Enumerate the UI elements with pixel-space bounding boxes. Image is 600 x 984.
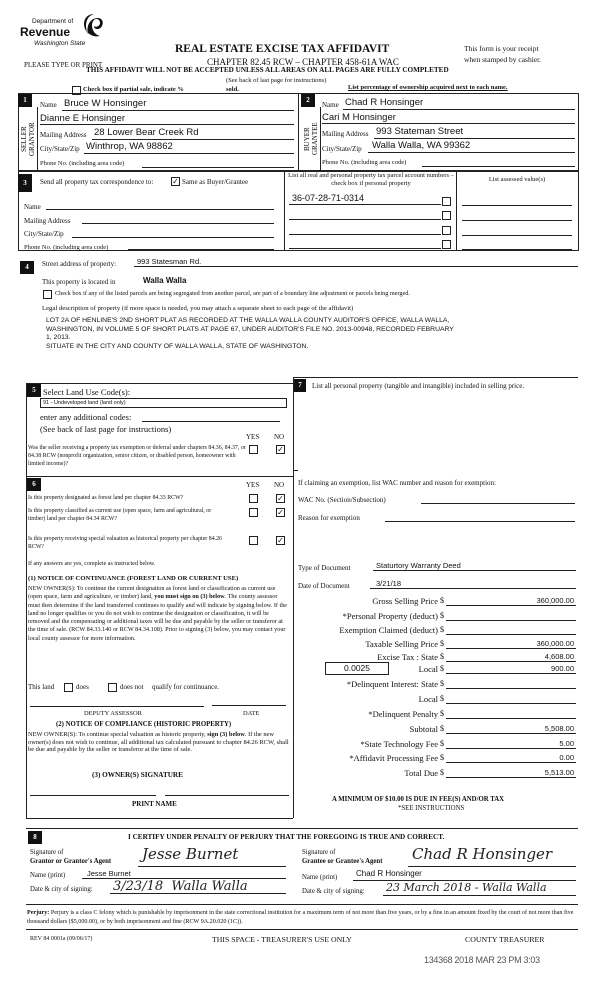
- lower-box-top-left: [26, 383, 293, 384]
- field-underline: [446, 748, 576, 749]
- notice-text: NEW OWNER(S): To continue special valuation as historic property,: [28, 731, 206, 738]
- minimum-due-note: A MINIMUM OF $10.00 IS DUE IN FEE(S) AND/OR TAX: [332, 796, 505, 803]
- affidavit-processing-fee-field[interactable]: 0.00: [559, 753, 574, 762]
- currency-symbol: $: [440, 639, 444, 648]
- forest-land-question: Is this property designated as forest land per chapter 84.33 RCW?: [28, 495, 184, 501]
- dor-logo: [14, 12, 104, 48]
- buyer-name-label: Name: [322, 101, 339, 109]
- document-type-field[interactable]: Staturtory Warranty Deed: [376, 561, 461, 570]
- corr-city-label: City/State/Zip: [24, 230, 64, 238]
- assessed-value-field[interactable]: [462, 235, 572, 236]
- county-treasurer-label: COUNTY TREASURER: [465, 935, 545, 944]
- legal-line: LOT 2A OF HENLINE'S 2ND SHORT PLAT AS RECORDED AT THE WALLA WALLA COUNTY AUDITOR'S OFFICE, WALLA WALLA,: [46, 317, 450, 324]
- buyer-city-label: City/State/Zip: [322, 145, 362, 153]
- exemption-yes-checkbox[interactable]: [249, 445, 258, 454]
- historic-question: Is this property receiving special valuation as historical property per chapter 84.26 RCW?: [28, 536, 222, 550]
- same-as-buyer-checkbox[interactable]: ✓: [172, 177, 179, 186]
- notice-continuance-text: [28, 585, 288, 643]
- corr-address-field[interactable]: [82, 223, 274, 224]
- field-underline: [446, 777, 576, 778]
- street-address-label: Street address of property:: [42, 260, 117, 268]
- corr-phone-label: Phone No. (including area code): [24, 244, 109, 251]
- this-land-label: This land: [28, 683, 55, 691]
- does-not-label: does not: [120, 683, 144, 691]
- notice-text: . If the new owner(s) does not wish to continue, all additional tax calculated pursuant to chapter 84.26 RCW, shall be due and payable by the seller or transferor at the time of sale.: [28, 731, 289, 754]
- personal-property-divider: [293, 470, 298, 471]
- excise-tax-state-label: Excise Tax : State: [377, 652, 438, 662]
- field-underline: [84, 153, 294, 154]
- local-rate-field[interactable]: 0.0025: [325, 662, 389, 675]
- excise-tax-local-field[interactable]: 900.00: [551, 664, 574, 673]
- deputy-assessor-signature-field[interactable]: [30, 706, 204, 707]
- please-type-label: PLEASE TYPE OR PRINT: [24, 61, 103, 69]
- deputy-assessor-date-field[interactable]: [212, 705, 286, 706]
- state-technology-fee-field[interactable]: 5.00: [559, 739, 574, 748]
- seller-phone-label: Phone No. (including area code): [40, 160, 125, 167]
- perjury-label: Perjury:: [27, 910, 50, 916]
- field-underline: [289, 204, 441, 205]
- section-number: 7: [294, 379, 306, 392]
- seller-address-label: Mailing Address: [40, 131, 87, 139]
- field-underline: [373, 570, 576, 571]
- dor-swirl-logo-icon: [82, 12, 106, 40]
- buyer-name-2-field[interactable]: Cari M Honsinger: [322, 112, 396, 123]
- legal-description-label: Legal description of property (if more space is needed, you may attach a separate sheet to each page of the affidavit): [42, 305, 354, 312]
- gross-selling-price-label: Gross Selling Price: [372, 596, 438, 606]
- delinquent-interest-local-label: Local: [418, 694, 438, 704]
- grantee-side-label: GRANTEE: [311, 122, 319, 156]
- exemption-no-checkbox[interactable]: ✓: [277, 445, 284, 454]
- state-technology-fee-label: *State Technology Fee: [360, 739, 438, 749]
- notice-compliance-title: (2) NOTICE OF COMPLIANCE (HISTORIC PROPERTY): [56, 721, 232, 728]
- field-underline: [446, 733, 576, 734]
- field-underline: [446, 673, 576, 674]
- currency-symbol: $: [440, 768, 444, 777]
- section-number: 4: [20, 261, 34, 274]
- grantor-side-label: GRANTOR: [28, 122, 36, 156]
- amount-row: [300, 625, 576, 639]
- grantee-date-city-field[interactable]: 23 March 2018 - Walla Walla: [386, 881, 547, 894]
- lower-box-left: [26, 383, 27, 818]
- logo-line3: Washington State: [34, 40, 86, 47]
- grantor-signature-field[interactable]: Jesse Burnet: [142, 845, 239, 863]
- section-number: 8: [28, 831, 42, 844]
- exemption-question: Was the seller receiving a property tax exemption or deferral under chapters 84.36, 84.37, or 84.38 RCW (nonprofit organization, senior citizen, or disabled person, homeowner with limited income)?: [28, 445, 246, 467]
- field-underline: [446, 688, 576, 689]
- additional-codes-field[interactable]: [142, 421, 280, 422]
- personal-property-checkbox[interactable]: [442, 197, 451, 206]
- qualify-label: qualify for continuance.: [152, 683, 220, 691]
- grantee-signature-label: Signature of: [302, 849, 336, 856]
- grantor-name-print-label: Name (print): [30, 872, 66, 879]
- segregated-label: Check box if any of the listed parcels are being segregated from another parcel, are part of a boundary line adjustment or parcels being merged.: [55, 290, 410, 297]
- document-date-label: Date of Document: [298, 582, 350, 590]
- notice-text: NEW OWNER(S): To continue the current designation as forest land or classification as current use (open space, farm and agriculture, or timber) land,: [28, 585, 276, 601]
- currency-symbol: $: [440, 694, 444, 703]
- taxable-selling-price-label: Taxable Selling Price: [365, 639, 438, 649]
- document-date-field[interactable]: 3/21/18: [376, 579, 402, 588]
- amount-row: [300, 739, 576, 753]
- field-underline: [322, 123, 575, 124]
- land-use-select[interactable]: 91 - Undeveloped land (land only): [40, 398, 287, 408]
- taxable-selling-price-field[interactable]: 360,000.00: [536, 639, 574, 648]
- section-divider-vertical: [298, 93, 299, 171]
- grantee-signature-field[interactable]: Chad R Honsinger: [412, 845, 553, 863]
- seller-phone-field[interactable]: [142, 167, 294, 168]
- land-use-label: Select Land Use Code(s):: [43, 387, 131, 397]
- seller-city-field[interactable]: Winthrop, WA 98862: [86, 141, 173, 152]
- personal-property-checkbox[interactable]: [442, 211, 451, 220]
- document-type-label: Type of Document: [298, 564, 351, 572]
- gross-selling-price-field[interactable]: 360,000.00: [536, 596, 574, 605]
- personal-property-label: List all personal property (tangible and intangible) included in selling price.: [312, 382, 525, 390]
- amount-row: [300, 768, 576, 782]
- same-as-buyer-label: Same as Buyer/Grantee: [182, 178, 249, 186]
- amount-row: [300, 664, 576, 678]
- amount-row: [300, 679, 576, 693]
- buyer-name-1-field[interactable]: Chad R Honsinger: [345, 97, 424, 108]
- field-underline: [408, 866, 576, 867]
- currency-symbol: $: [440, 625, 444, 634]
- affidavit-processing-fee-label: *Affidavit Processing Fee: [349, 753, 438, 763]
- buyer-phone-label: Phone No. (including area code): [322, 159, 407, 166]
- receipt-note-2: when stamped by cashier.: [464, 55, 542, 64]
- currency-symbol: $: [440, 709, 444, 718]
- no-header: NO: [274, 481, 285, 489]
- total-due-field[interactable]: 5,513.00: [544, 768, 574, 777]
- excise-tax-state-field[interactable]: 4,608.00: [544, 652, 574, 661]
- buyer-city-field[interactable]: Walla Walla, WA 99362: [372, 140, 471, 151]
- field-underline: [374, 138, 575, 139]
- buyer-side-label: BUYER: [303, 127, 311, 151]
- partial-sale-label: Check box if partial sale, indicate %: [83, 86, 184, 93]
- exemption-claimed-label: Exemption Claimed (deduct): [339, 625, 438, 635]
- exemption-reason-label: Reason for exemption: [298, 514, 360, 522]
- subtotal-field[interactable]: 5,508.00: [544, 724, 574, 733]
- amount-row: [300, 611, 576, 625]
- section-number: 1: [18, 94, 32, 107]
- parcel-header: List all real and personal property tax parcel account numbers – check box if personal property: [288, 172, 454, 187]
- amount-row: [300, 709, 576, 723]
- currency-symbol: $: [440, 664, 444, 673]
- field-underline: [138, 866, 286, 867]
- seller-address-field[interactable]: 28 Lower Bear Creek Rd: [94, 127, 199, 138]
- field-underline: [40, 124, 294, 125]
- current-use-no-checkbox[interactable]: ✓: [277, 508, 284, 517]
- logo-line2: Revenue: [20, 25, 71, 39]
- corr-city-field[interactable]: [72, 237, 274, 238]
- lower-box-bottom: [26, 818, 293, 819]
- current-use-yes-checkbox[interactable]: [249, 508, 258, 517]
- partial-sale-sold-label: sold.: [226, 86, 239, 93]
- perjury-certification: I CERTIFY UNDER PENALTY OF PERJURY THAT THE FOREGOING IS TRUE AND CORRECT.: [128, 833, 445, 841]
- section-number: 5: [27, 384, 41, 397]
- corr-name-label: Name: [24, 203, 41, 211]
- field-underline: [134, 266, 578, 267]
- treasurer-stamp: 134368 2018 MAR 23 PM 3:03: [424, 955, 540, 965]
- field-underline: [368, 152, 575, 153]
- currency-symbol: $: [440, 596, 444, 605]
- ownership-note: List percentage of ownership acquired next to each name.: [348, 84, 508, 91]
- forest-land-no-checkbox[interactable]: ✓: [277, 494, 284, 503]
- delinquent-penalty-label: *Delinquent Penalty: [368, 709, 438, 719]
- field-underline: [446, 703, 576, 704]
- footer-divider: [26, 929, 578, 930]
- seller-name-1-field[interactable]: Bruce W Honsinger: [64, 98, 147, 109]
- currency-symbol: $: [440, 611, 444, 620]
- section-number: 3: [18, 174, 32, 192]
- wac-number-field[interactable]: [421, 503, 575, 504]
- seller-name-2-field[interactable]: Dianne E Honsinger: [40, 113, 126, 124]
- warning-text: THIS AFFIDAVIT WILL NOT BE ACCEPTED UNLESS ALL AREAS ON ALL PAGES ARE FULLY COMPLETED: [86, 66, 449, 74]
- logo-line1: Department of: [32, 18, 74, 25]
- field-underline: [110, 893, 286, 894]
- does-label: does: [76, 683, 89, 691]
- section-5-6-divider: [26, 476, 293, 477]
- notice-bold: sign (3) below: [207, 731, 245, 738]
- additional-codes-label: enter any additional codes:: [40, 412, 132, 422]
- parcel-number-field[interactable]: [289, 219, 441, 220]
- no-header: NO: [274, 433, 285, 441]
- form-revision: REV 84 0001a (09/06/17): [30, 936, 93, 942]
- subtotal-label: Subtotal: [409, 724, 438, 734]
- grantee-date-city-label: Date & city of signing:: [302, 888, 365, 895]
- field-underline: [446, 605, 576, 606]
- currency-symbol: $: [440, 753, 444, 762]
- field-underline: [370, 588, 576, 589]
- legal-line: SITUATE IN THE CITY AND COUNTY OF WALLA WALLA, STATE OF WASHINGTON.: [46, 342, 309, 350]
- currency-symbol: $: [440, 679, 444, 688]
- field-underline: [92, 139, 294, 140]
- if-yes-note: If any answers are yes, complete as instructed below.: [28, 561, 156, 567]
- owner-signature-title: (3) OWNER(S) SIGNATURE: [92, 771, 183, 779]
- located-in-label: This property is located in: [42, 278, 116, 286]
- field-underline: [446, 661, 576, 662]
- lower-box-middle: [293, 377, 294, 818]
- print-name-label: PRINT NAME: [132, 800, 177, 808]
- owner-signature-field-1[interactable]: [30, 795, 156, 796]
- yes-header: YES: [246, 481, 260, 489]
- exemption-reason-field[interactable]: [385, 521, 575, 522]
- currency-symbol: $: [440, 652, 444, 661]
- notice-bold: you must sign on (3) below: [154, 593, 225, 601]
- personal-property-checkbox[interactable]: [442, 226, 451, 235]
- grantee-signature-label-2: Grantee or Grantee's Agent: [302, 858, 383, 865]
- currency-symbol: $: [440, 724, 444, 733]
- segregated-checkbox[interactable]: [43, 290, 52, 299]
- amount-row: [300, 694, 576, 708]
- buyer-address-field[interactable]: 993 Stateman Street: [376, 126, 464, 137]
- field-underline: [383, 895, 576, 896]
- deputy-assessor-label: DEPUTY ASSESSOR: [84, 710, 142, 717]
- grantor-signature-label-2: Grantor or Grantor's Agent: [30, 858, 112, 865]
- grantee-name-print-field[interactable]: Chad R Honsinger: [356, 869, 422, 878]
- field-underline: [446, 718, 576, 719]
- personal-property-field[interactable]: [300, 405, 575, 465]
- amount-row: [300, 596, 576, 610]
- located-in-field[interactable]: Walla Walla: [143, 276, 187, 285]
- yes-header: YES: [246, 433, 260, 441]
- seller-name-label: Name: [40, 101, 57, 109]
- field-underline: [446, 648, 576, 649]
- see-instructions-note: *SEE INSTRUCTIONS: [398, 805, 465, 812]
- treasurer-space-label: THIS SPACE - TREASURER'S USE ONLY: [212, 935, 352, 944]
- amount-row: [300, 724, 576, 738]
- send-correspondence-label: Send all property tax correspondence to:: [40, 178, 154, 186]
- parcel-divider: [284, 171, 285, 251]
- forest-land-yes-checkbox[interactable]: [249, 494, 258, 503]
- personal-property-checkbox[interactable]: [442, 240, 451, 249]
- notice-compliance-text: [28, 731, 290, 754]
- legal-line: 1, 2013.: [46, 334, 71, 341]
- section-8-bottom-border: [26, 904, 578, 905]
- perjury-notice: [27, 909, 577, 926]
- buyer-phone-field[interactable]: [422, 166, 575, 167]
- exemption-claim-label: If claiming an exemption, list WAC number and reason for exemption:: [298, 479, 496, 487]
- total-due-label: Total Due: [404, 768, 438, 778]
- seller-city-label: City/State/Zip: [40, 145, 80, 153]
- field-underline: [446, 620, 576, 621]
- corr-name-field[interactable]: [46, 209, 274, 210]
- historic-yes-checkbox[interactable]: [249, 536, 258, 545]
- section-8-top-border: [26, 828, 578, 829]
- instructions-note: (See back of last page for instructions): [226, 77, 327, 84]
- grantee-name-print-label: Name (print): [302, 874, 338, 881]
- assessed-header: List assessed value(s): [488, 176, 546, 183]
- excise-tax-local-label: Local: [418, 664, 438, 674]
- field-underline: [446, 762, 576, 763]
- notice-text: . The county assessor must then determine if the land transferred continues to qualify and will indicate by signing below. If the land no longer qualifies or you do not wish to continue the designation or classification, it will be removed and the compensating or additional taxes will be due and payable by the seller or transferor at the time of sale. (RCW 84.33.140 or RCW 84.34.108). Prior to signing (3) below, you may contact your local county assessor for more information.: [28, 593, 288, 642]
- parcel-number-field[interactable]: 36-07-28-71-0314: [292, 193, 365, 203]
- field-underline: [62, 110, 294, 111]
- assessed-value-field[interactable]: [462, 205, 572, 206]
- wac-number-label: WAC No. (Section/Subsection): [298, 496, 386, 504]
- form-subtitle: CHAPTER 82.45 RCW – CHAPTER 458-61A WAC: [207, 57, 399, 67]
- owner-signature-field-2[interactable]: [165, 795, 289, 796]
- field-underline: [343, 109, 575, 110]
- parcel-number-field[interactable]: [289, 248, 441, 249]
- corr-phone-field[interactable]: [128, 249, 274, 250]
- notice-continuance-title: (1) NOTICE OF CONTINUANCE (FOREST LAND OR CURRENT USE): [28, 575, 239, 582]
- does-qualify-checkbox[interactable]: [64, 683, 73, 692]
- form-title: REAL ESTATE EXCISE TAX AFFIDAVIT: [175, 43, 390, 55]
- assessed-value-field[interactable]: [462, 220, 572, 221]
- personal-property-deduct-label: *Personal Property (deduct): [342, 611, 438, 621]
- grantor-name-print-field[interactable]: Jesse Burnet: [87, 869, 131, 878]
- does-not-qualify-checkbox[interactable]: [108, 683, 117, 692]
- field-underline: [446, 634, 576, 635]
- receipt-note-1: This form is your receipt: [464, 44, 539, 53]
- amount-table: [300, 596, 576, 802]
- legal-description-field[interactable]: [46, 317, 454, 351]
- seller-side-label: SELLER: [20, 126, 28, 152]
- street-address-field[interactable]: 993 Statesman Rd.: [137, 257, 202, 266]
- historic-no-checkbox[interactable]: ✓: [277, 536, 284, 545]
- section-number: 6: [27, 478, 41, 491]
- legal-line: WASHINGTON, IN VOLUME 5 OF SHORT PLATS AT PAGE 67, UNDER AUDITOR'S FILE NO. 2013-00948, RECORDED FEBRUARY: [46, 325, 454, 333]
- grantor-date-city-label: Date & city of signing:: [30, 886, 93, 893]
- amount-row: [300, 639, 576, 653]
- grantor-date-city-field[interactable]: 3/23/18 Walla Walla: [113, 879, 248, 894]
- parcel-number-field[interactable]: [289, 234, 441, 235]
- buyer-address-label: Mailing Address: [322, 130, 369, 138]
- section-number: 2: [301, 94, 315, 107]
- see-back-note: (See back of last page for instructions): [40, 424, 172, 434]
- perjury-text: Perjury is a class C felony which is punishable by imprisonment in the state correctional institution for a maximum term of not more than five years, or by a fine in an amount fixed by the court of not more than five thousand dollars ($5,000.00), or by both imprisonment and fine (RCW 9A.20.020 (1C)).: [27, 910, 574, 925]
- corr-address-label: Mailing Address: [24, 217, 71, 225]
- grantor-signature-label: Signature of: [30, 849, 64, 856]
- currency-symbol: $: [440, 739, 444, 748]
- lower-box-top-right: [293, 377, 578, 378]
- delinquent-interest-state-label: *Delinquent Interest: State: [346, 679, 438, 689]
- amount-row: [300, 753, 576, 767]
- current-use-question: Is this property classified as current use (open space, farm and agricultural, or timber) land per chapter 84.34 RCW?: [28, 508, 212, 522]
- assessed-divider: [456, 171, 457, 251]
- assessed-value-field[interactable]: [462, 249, 572, 250]
- date-label: DATE: [243, 710, 260, 717]
